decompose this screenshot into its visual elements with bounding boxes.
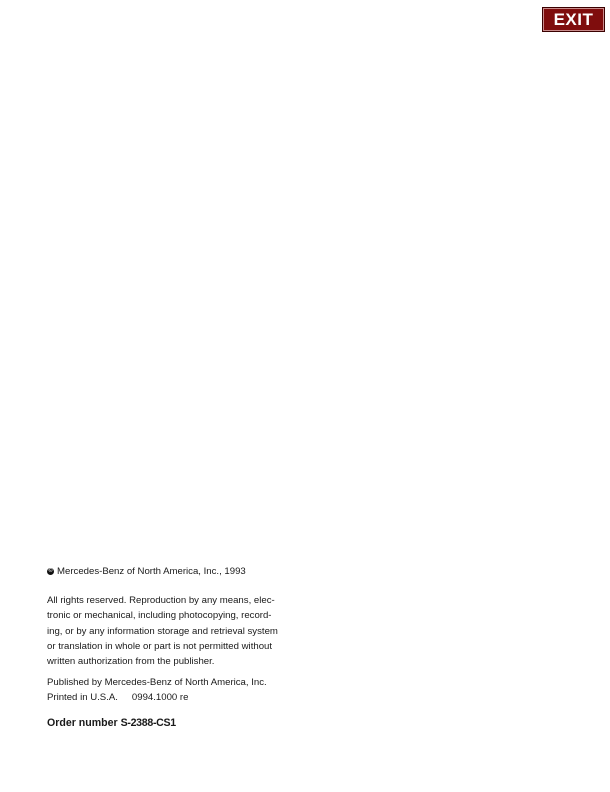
- rights-line: or translation in whole or part is not permitted without: [47, 640, 273, 652]
- printed-line: [47, 690, 267, 705]
- copyright-text: Mercedes-Benz of North America, Inc., 1993: [57, 566, 246, 577]
- order-number-value: S-2388-CS1: [120, 717, 176, 729]
- order-number-line: [47, 717, 176, 729]
- rights-line: ing, or by any information storage and retrieval system: [47, 625, 278, 637]
- rights-statement: [47, 593, 297, 669]
- print-code: 0994.1000 re: [131, 692, 189, 704]
- exit-button[interactable]: [542, 7, 605, 32]
- copyright-icon: ©: [48, 568, 53, 574]
- rights-line: All rights reserved. Reproduction by any means, elec-: [47, 595, 275, 606]
- rights-line: tronic or mechanical, including photocopying, record-: [47, 610, 272, 622]
- publisher-info: [47, 675, 267, 706]
- rights-line: written authorization from the publisher.: [47, 656, 215, 668]
- copyright-line: [47, 566, 246, 577]
- published-by-line: Published by Mercedes-Benz of North America, Inc.: [47, 677, 267, 688]
- printed-in-text: Printed in U.S.A.: [47, 692, 118, 704]
- order-number-label: Order number: [47, 717, 118, 729]
- exit-button-label: EXIT: [553, 9, 594, 29]
